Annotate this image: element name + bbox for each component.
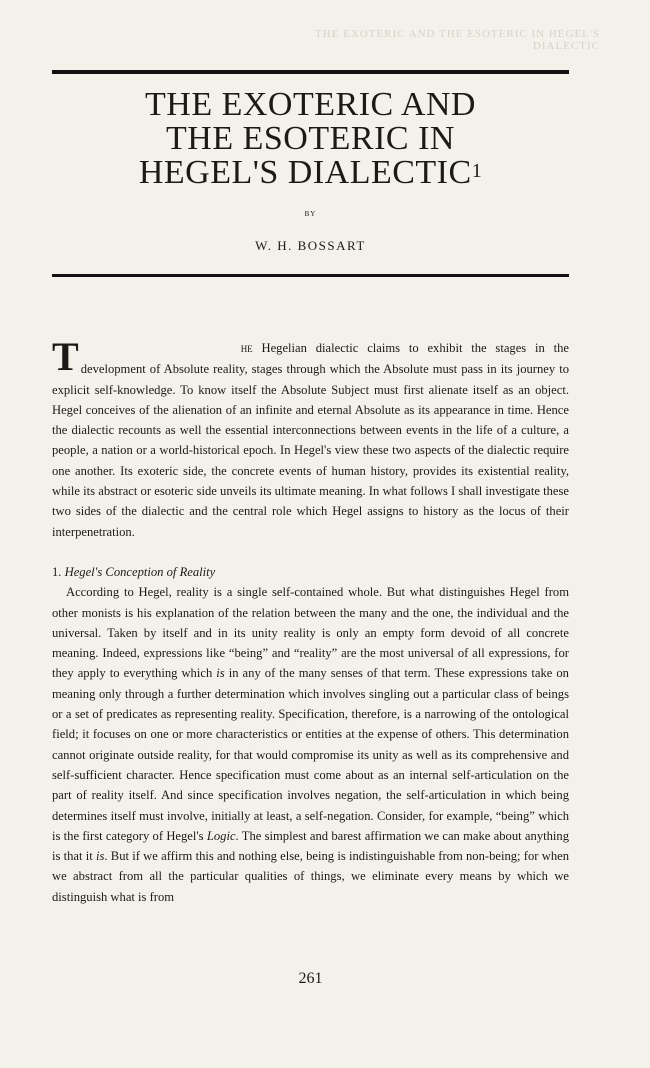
title-line-1: THE EXOTERIC AND <box>145 86 476 123</box>
paragraph-text-2: in any of the many senses of that term. These expressions take on meaning only through a further determination which involves singling out a particular class of beings or a set of predicates as representing reality. Specification, therefore, is a narrowing of the ontological field; it focuses on one or more characteristics or entities at the expense of others. This determination cannot originate outside reality, for that would compromise its unity as well as its comprehensive and self-sufficient character. Hence specification must come about as an internal self-articulation on the part of reality itself. And since specification involves negation, the self-articulation in which being determines itself must involve, initially at least, a self-negation. Consider, for example, “being” which is the first category of Hegel's <box>52 666 569 843</box>
top-rule <box>52 70 569 74</box>
author-name: W. H. BOSSART <box>255 238 366 253</box>
title-footnote-mark[interactable]: 1 <box>471 160 483 182</box>
section-paragraph <box>52 582 569 907</box>
paragraph-text-3: . The simplest and barest affirmation we can make about anything is that it <box>52 828 570 864</box>
title-line-3: HEGEL'S DIALECTIC <box>138 154 472 191</box>
paragraph-text-4: . But if we affirm this and nothing else, being is indistinguishable from non-being; for when we abstract from all the particular qualities of things, we eliminate every means by which we distinguish what is from <box>52 849 570 904</box>
italic-is-2: is <box>96 849 105 864</box>
italic-logic: Logic <box>206 828 236 843</box>
article-title <box>52 88 569 190</box>
drop-cap: T <box>52 334 79 379</box>
article-body <box>52 334 570 907</box>
section-number: 1. <box>52 564 62 579</box>
italic-is: is <box>216 666 225 681</box>
page-number: 261 <box>298 970 323 987</box>
intro-paragraph <box>52 334 569 542</box>
byline-by: BY <box>304 210 317 218</box>
intro-text: Hegelian dialectic claims to exhibit the stages in the development of Absolute reality, stages through which the Absolute must pass in its journey to explicit self-knowledge. To know itself the Absolute Subject must first alienate itself as an object. Hegel conceives of the alienation of an infinite and eternal Absolute as its appearance in time. Hence the dialectic recounts as well the essential interconnections between events in the life of a culture, a people, a nation or a world-historical epoch. In Hegel's view these two aspects of the dialectic require one another. Its exoteric side, the concrete events of human history, provides its existential reality, while its abstract or esoteric side unveils its ultimate meaning. In what follows I shall investigate these two sides of the dialectic and the central role which Hegel assigns to history as the locus of their interpenetration. <box>52 341 569 539</box>
running-header: THE EXOTERIC AND THE ESOTERIC IN HEGEL'S DIALECTIC <box>315 28 600 52</box>
title-line-2: THE ESOTERIC IN <box>166 120 455 157</box>
paragraph-text-1: According to Hegel, reality is a single self-contained whole. But what distinguishes Hegel from other monists is his explanation of the relation between the many and the one, the individual and the universal. Taken by itself and in its unity reality is only an empty form devoid of all concrete meaning. Indeed, expressions like “being” and “reality” are the most universal of all expressions, for they apply to everything which <box>52 585 569 681</box>
small-caps-lead: HE <box>240 344 253 354</box>
bottom-rule <box>52 274 569 277</box>
section-title: Hegel's Conception of Reality <box>64 564 216 579</box>
section-heading <box>52 562 569 582</box>
